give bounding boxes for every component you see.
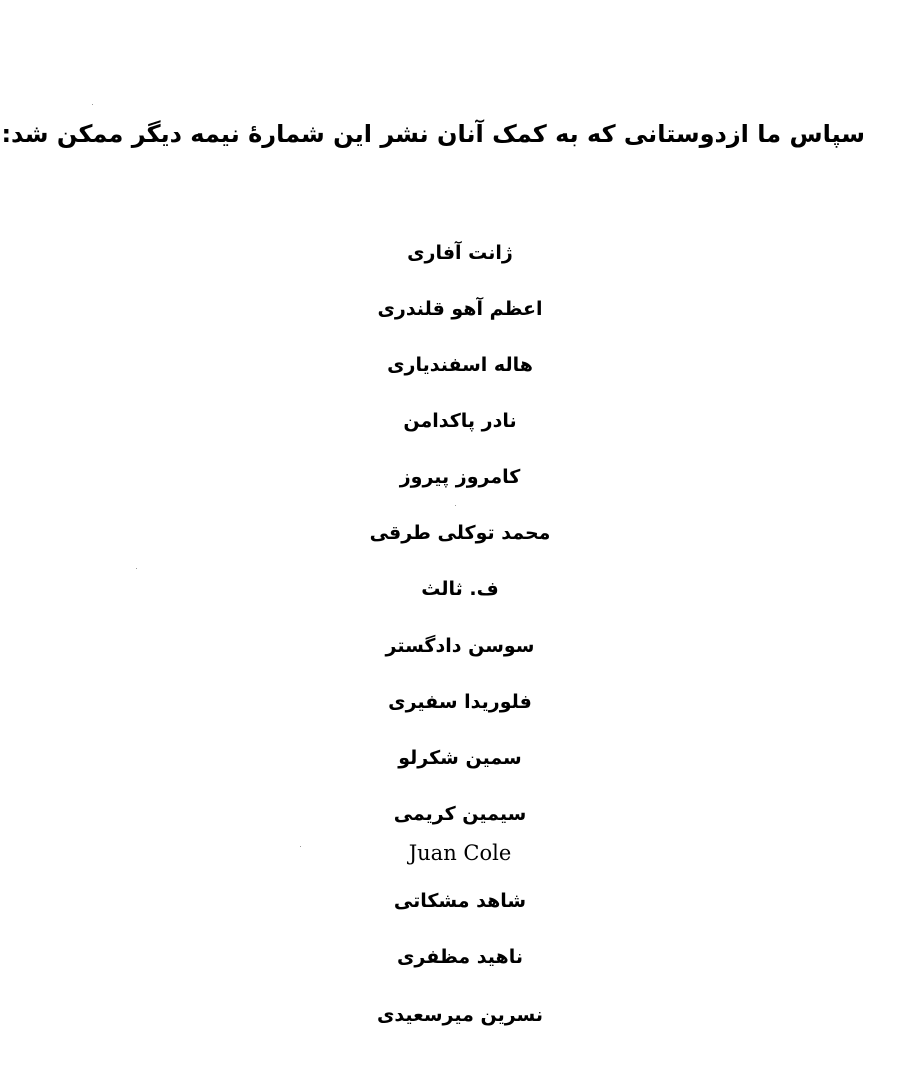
contributor-name: نادر پاکدامن [403,410,517,432]
contributor-name: سمین شکرلو [398,747,522,769]
contributor-name: اعظم آهو قلندری [377,298,543,320]
contributor-name: فلوریدا سفیری [388,691,532,713]
scan-speck [455,505,456,506]
contributor-name: کامروز پیروز [399,466,521,488]
contributor-name: Juan Cole [408,841,512,865]
contributor-name: ناهید مظفری [397,946,523,968]
contributor-name: ژانت آفاری [407,242,513,264]
contributor-name: هاله اسفندیاری [387,354,533,376]
scan-speck [136,568,137,569]
contributor-name: محمد توکلی طرقی [369,522,551,544]
contributor-name: سیمین کریمی [393,803,527,825]
contributor-name: ف. ثالث [421,578,499,600]
scan-speck [300,846,301,847]
scan-speck [92,104,93,105]
contributor-name: شاهد مشکاتی [393,890,527,912]
contributor-name: سوسن دادگستر [385,635,535,657]
contributor-name: نسرین میرسعیدی [376,1004,544,1026]
acknowledgement-heading: سپاس ما ازدوستانی که به کمک آنان نشر این شمارهٔ نیمه دیگر ممکن شد: [1,120,865,148]
